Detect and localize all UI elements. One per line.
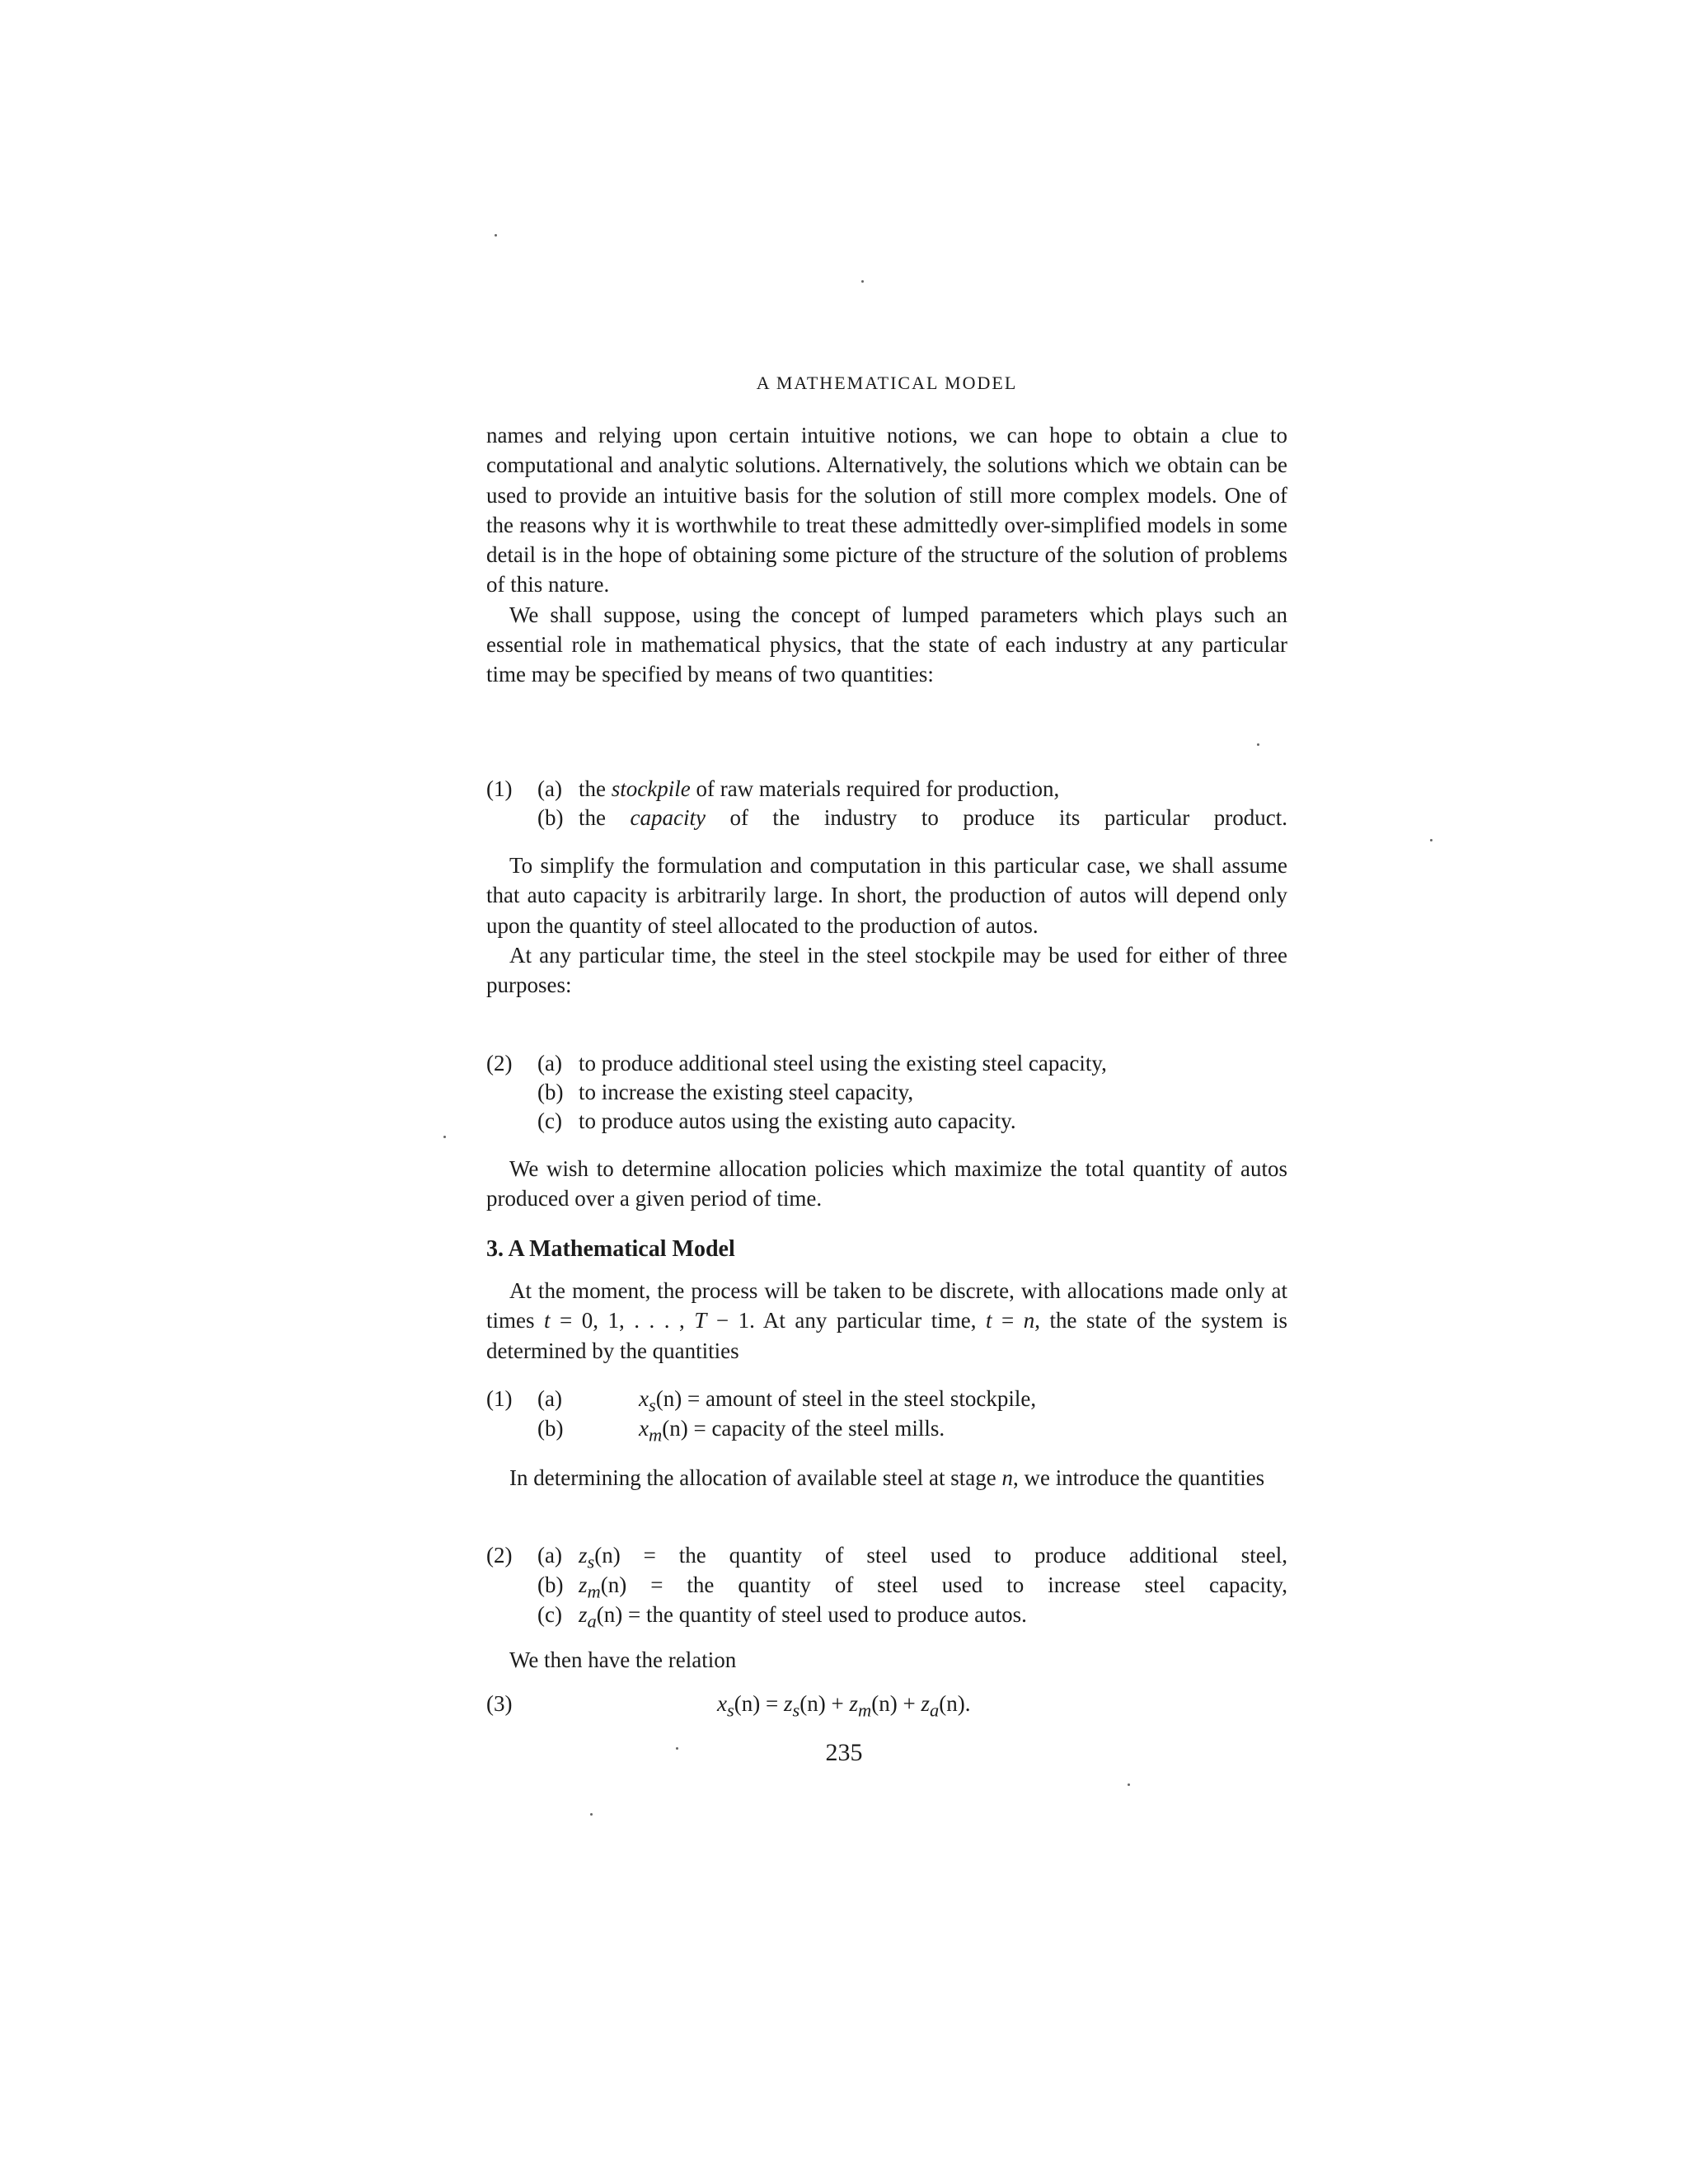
list-letter: (a) xyxy=(537,776,562,801)
list-item-text: the stockpile of raw materials required for production, xyxy=(579,776,1060,801)
definition-zs: $z_s(n)$ = the quantity of steel used to produce additional steel, xyxy=(579,1543,1287,1572)
list-letter: (b) xyxy=(537,1080,564,1104)
paragraph-objective: We wish to determine allocation policies which maximize the total quantity of autos produced over a given period of time. xyxy=(486,1156,1287,1212)
definition-xs: $x_s(n)$ = amount of steel in the steel stockpile, xyxy=(639,1386,1037,1416)
list-number: (1) xyxy=(486,1386,513,1411)
paragraph-auto-capacity: To simplify the formulation and computation in this particular case, we shall assume that auto capacity is arbitrarily large. In short, the production of autos will depend only upon the quantity of steel allocated to the production of autos. xyxy=(486,853,1287,938)
list-steel-purposes xyxy=(486,1049,1287,1136)
list-letter: (b) xyxy=(537,1572,564,1597)
equation-body: $x_s(n) = z_s(n) + z_m(n) + z_a(n)$. xyxy=(717,1691,971,1721)
objective-text xyxy=(486,1154,1287,1214)
allocation-intro-text xyxy=(486,1463,1287,1493)
paragraph-intro: names and relying upon certain intuitive notions, we can hope to obtain a clue to computational and analytic solutions. Alternatively, the solutions which we obtain can be used to provide an intuitive basis for the solution of still more complex models. One of the reasons why it is worthwhile to treat these admittedly over-simplified models in some detail is in the hope of obtaining some picture of the structure of the solution of problems of this nature. xyxy=(486,423,1287,598)
scan-speck xyxy=(590,1813,593,1816)
list-letter: (b) xyxy=(537,805,564,830)
list-item xyxy=(486,775,1287,804)
page-number: 235 xyxy=(825,1739,863,1766)
list-item xyxy=(486,1107,1287,1136)
definition-za: $z_a(n)$ = the quantity of steel used to produce autos. xyxy=(579,1602,1027,1632)
list-letter: (a) xyxy=(537,1543,562,1568)
paragraph-lumped-parameters: We shall suppose, using the concept of lumped parameters which plays such an essential role in mathematical physics, that the state of each industry at any particular time may be specified by means of two quantities: xyxy=(486,602,1287,687)
list-letter: (a) xyxy=(537,1051,562,1076)
paragraph-discrete-process: At the moment, the process will be taken to be discrete, with allocations made only at times t = 0, 1, . . . , T − 1. At any particular time, t = n, the state of the system is determined by the quantities xyxy=(486,1278,1288,1363)
scan-speck xyxy=(1128,1783,1130,1786)
term-stockpile: stockpile xyxy=(611,776,691,801)
list-letter: (c) xyxy=(537,1108,562,1133)
list-item xyxy=(486,804,1287,832)
list-letter: (c) xyxy=(537,1602,562,1627)
section-intro-text xyxy=(486,1276,1287,1366)
scan-speck xyxy=(1430,839,1432,841)
equation-3 xyxy=(486,1691,1287,1724)
list-number: (2) xyxy=(486,1543,513,1568)
list-item xyxy=(486,1385,1287,1414)
scan-speck xyxy=(1257,743,1259,746)
list-letter: (a) xyxy=(537,1386,562,1411)
section-heading: 3. A Mathematical Model xyxy=(486,1236,735,1262)
list-item-text: the capacity of the industry to produce its particular product. xyxy=(579,805,1287,830)
list-number: (2) xyxy=(486,1051,513,1076)
list-item xyxy=(486,1601,1287,1630)
relation-intro-text xyxy=(486,1645,1287,1675)
list-item-text: to produce additional steel using the existing steel capacity, xyxy=(579,1051,1107,1076)
list-item xyxy=(486,1571,1287,1601)
list-number: (1) xyxy=(486,776,513,801)
definition-xm: $x_m(n)$ = capacity of the steel mills. xyxy=(639,1416,945,1446)
list-allocation-variables xyxy=(486,1541,1287,1630)
list-industry-state xyxy=(486,775,1287,832)
paragraph-allocation: In determining the allocation of available steel at stage n, we introduce the quantities xyxy=(509,1465,1265,1490)
list-item-text: to produce autos using the existing auto capacity. xyxy=(579,1108,1016,1133)
middle-text xyxy=(486,851,1287,1000)
list-item xyxy=(486,1049,1287,1078)
scan-speck xyxy=(676,1747,678,1750)
list-item xyxy=(486,1541,1287,1571)
equation-number: (3) xyxy=(486,1691,513,1716)
running-head: A MATHEMATICAL MODEL xyxy=(756,373,1018,393)
paragraph-relation: We then have the relation xyxy=(509,1647,737,1672)
list-letter: (b) xyxy=(537,1416,564,1441)
list-item xyxy=(486,1414,1287,1444)
intro-text xyxy=(486,420,1287,690)
definition-zm: $z_m(n)$ = the quantity of steel used to increase steel capacity, xyxy=(579,1572,1287,1602)
scan-speck xyxy=(495,234,497,237)
term-capacity: capacity xyxy=(630,805,706,830)
list-state-variables xyxy=(486,1385,1287,1444)
paragraph-purposes: At any particular time, the steel in the steel stockpile may be used for either of three purposes: xyxy=(486,942,1287,998)
list-item-text: to increase the existing steel capacity, xyxy=(579,1080,914,1104)
scan-speck xyxy=(861,280,864,283)
list-item xyxy=(486,1078,1287,1107)
scan-speck xyxy=(443,1136,446,1138)
